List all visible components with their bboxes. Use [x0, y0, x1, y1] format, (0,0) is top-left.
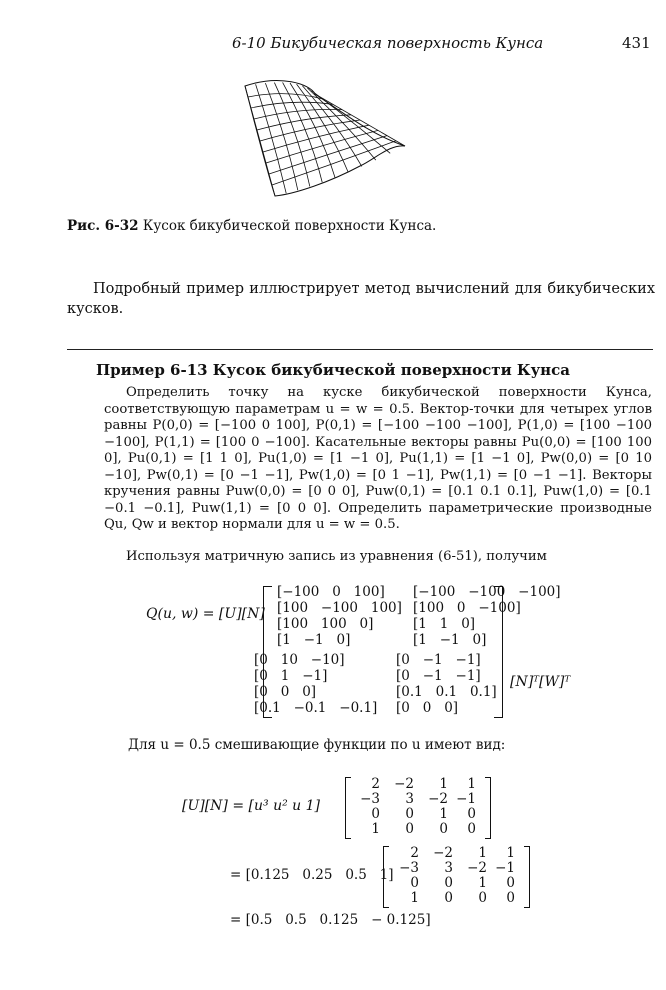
blend-text: Для u = 0.5 смешивающие функции по u имеют вид: — [128, 737, 506, 753]
matrix2-bracket-right — [524, 846, 530, 908]
matrix2-bracket-left — [383, 846, 389, 908]
matrix2-cell-2-2: 3 — [444, 860, 453, 876]
matrix1-cell-2-4: −1 — [456, 791, 476, 807]
matrix1-bracket-right — [485, 777, 491, 839]
intro-paragraph: Подробный пример иллюстрирует метод вычислений для бикубических кусков. — [67, 281, 655, 317]
matrix1-cell-4-1: 1 — [371, 821, 380, 837]
matrix1-cell-3-4: 0 — [467, 806, 476, 822]
matrix1-cell-1-4: 1 — [467, 776, 476, 792]
equation-un-lhs: [U][N] = [u³ u² u 1] — [182, 798, 320, 814]
matrix1-cell-3-1: 0 — [371, 806, 380, 822]
matrix2-cell-1-3: 1 — [478, 845, 487, 861]
example-body: Определить точку на куске бикубической поверхности Кунса, соответствующую параметрам u = w = 0.5. Вектор-точки для четырех углов равны P(0,0) = [−100 0 100], P(0,1) = [−100 −100 −100], P(1,0) = [100 −100 −100], P(1,1) = [100 0 −100]. Касательные векторы равны Pu(0,0) = [100 100 0], Pu(0,1) = [1 1 0], Pu(1,0) = [1 −1 0], Pu(1,1) = [1 −1 0], Pw(0,0) = [0 10 −10], Pw(0,1) = [0 −1 −1], Pw(1,0) = [0 1 −1], Pw(1,1) = [0 −1 −1]. Векторы кручения равны Puw(0,0) = [0 0 0], Puw(0,1) = [0.1 0.1 0.1], Puw(1,0) = [0.1 −0.1 −0.1], Puw(1,1) = [0 0 0]. Определить параметрические производные Qu, Qw и вектор нормали для u = w = 0.5. — [104, 385, 652, 532]
matrix1-cell-2-3: −2 — [428, 791, 448, 807]
block-bottom-right-row-2: [0 −1 −1] — [396, 668, 481, 684]
matrix2-cell-2-1: −3 — [399, 860, 419, 876]
section-rule — [67, 349, 653, 350]
grid-line-u-1 — [256, 84, 287, 193]
matrix1-cell-1-2: −2 — [394, 776, 414, 792]
block-bottom-right-row-4: [0 0 0] — [396, 700, 459, 716]
matrix2-cell-3-4: 0 — [506, 875, 515, 891]
figure-caption-text: Кусок бикубической поверхности Кунса. — [142, 218, 437, 234]
matrix2-cell-3-2: 0 — [444, 875, 453, 891]
figure-label: Рис. 6-32 — [67, 218, 139, 234]
matrix2-cell-3-1: 0 — [410, 875, 419, 891]
matrix1-cell-4-2: 0 — [405, 821, 414, 837]
block-bottom-right-row-1: [0 −1 −1] — [396, 652, 481, 668]
block-top-left-row-1: [−100 0 100] — [277, 584, 385, 600]
matrix2-cell-4-2: 0 — [444, 890, 453, 906]
matrix1-cell-4-4: 0 — [467, 821, 476, 837]
equation-un-line2: = [0.125 0.25 0.5 1] — [230, 867, 394, 883]
block-top-left-row-4: [1 −1 0] — [277, 632, 351, 648]
block-bottom-left-row-1: [0 10 −10] — [254, 652, 345, 668]
grid-line-w-8 — [269, 136, 387, 174]
matrix2-cell-1-4: 1 — [506, 845, 515, 861]
coons-surface-figure — [240, 74, 410, 204]
matrix1-cell-3-2: 0 — [405, 806, 414, 822]
matrix1-bracket-left — [345, 777, 351, 839]
matrix2-cell-4-3: 0 — [478, 890, 487, 906]
grid-line-u-8 — [307, 88, 375, 160]
matrix1-cell-4-3: 0 — [439, 821, 448, 837]
matrix1-cell-2-2: 3 — [405, 791, 414, 807]
block-bottom-left-row-3: [0 0 0] — [254, 684, 317, 700]
matrix2-cell-3-3: 1 — [478, 875, 487, 891]
running-header: 6-10 Бикубическая поверхность Кунса — [232, 34, 544, 52]
block-bottom-left-row-4: [0.1 −0.1 −0.1] — [254, 700, 378, 716]
block-top-right-row-4: [1 −1 0] — [413, 632, 487, 648]
matrix1-cell-3-3: 1 — [439, 806, 448, 822]
example-title: Пример 6-13 Кусок бикубической поверхности Кунса — [95, 361, 571, 379]
matrix2-cell-4-1: 1 — [410, 890, 419, 906]
surface-grid — [245, 82, 405, 196]
block-bottom-right-row-3: [0.1 0.1 0.1] — [396, 684, 497, 700]
block-top-left-row-3: [100 100 0] — [277, 616, 374, 632]
matrix2-cell-2-3: −2 — [467, 860, 487, 876]
block-bottom-left-row-2: [0 1 −1] — [254, 668, 328, 684]
matrix2-cell-1-2: −2 — [433, 845, 453, 861]
page-number: 431 — [622, 34, 651, 52]
grid-line-u-9 — [312, 91, 391, 154]
matrix2-cell-1-1: 2 — [410, 845, 419, 861]
matrix2-cell-4-4: 0 — [506, 890, 515, 906]
block-top-right-row-1: [−100 −100 −100] — [413, 584, 561, 600]
using-text: Используя матричную запись из уравнения (6-51), получим — [126, 549, 547, 564]
equation-q-lhs: Q(u, w) = [U][N] — [146, 606, 265, 622]
block-top-right-row-3: [1 1 0] — [413, 616, 476, 632]
matrix1-cell-1-1: 2 — [371, 776, 380, 792]
matrix1-cell-1-3: 1 — [439, 776, 448, 792]
matrix2-cell-2-4: −1 — [495, 860, 515, 876]
block-top-left-row-2: [100 −100 100] — [277, 600, 402, 616]
block-top-right-row-2: [100 0 −100] — [413, 600, 521, 616]
equation-un-line3: = [0.5 0.5 0.125 − 0.125] — [230, 912, 431, 928]
matrix1-cell-2-1: −3 — [360, 791, 380, 807]
equation-q-tail: [N]ᵀ[W]ᵀ — [510, 674, 571, 690]
figure-caption — [67, 218, 436, 234]
grid-line-u-7 — [302, 86, 361, 167]
